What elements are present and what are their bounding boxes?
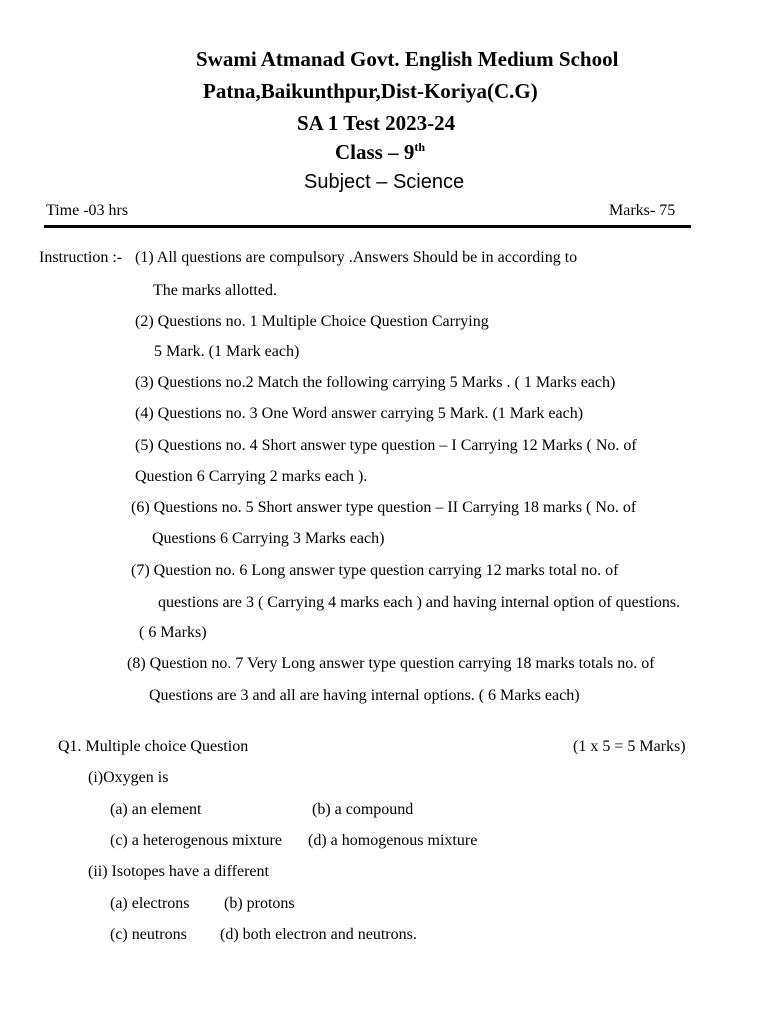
time-label: Time -03 hrs (46, 202, 129, 219)
option-c: (c) neutrons (110, 926, 187, 943)
instruction-line: ( 6 Marks) (139, 624, 207, 641)
option-a: (a) electrons (110, 895, 190, 912)
q1-marks: (1 x 5 = 5 Marks) (573, 738, 686, 755)
instruction-line: Questions 6 Carrying 3 Marks each) (152, 530, 385, 547)
subject-label: Subject – Science (304, 171, 465, 193)
class-label (335, 140, 425, 165)
instruction-line: (2) Questions no. 1 Multiple Choice Question Carrying (135, 313, 489, 330)
question-text: (i)Oxygen is (88, 769, 169, 786)
instruction-line: (4) Questions no. 3 One Word answer carrying 5 Mark. (1 Mark each) (135, 405, 584, 422)
school-address: Patna,Baikunthpur,Dist-Koriya(C.G) (203, 79, 538, 103)
q1-heading: Q1. Multiple choice Question (58, 738, 249, 755)
test-title: SA 1 Test 2023-24 (297, 111, 456, 135)
instruction-line: Questions are 3 and all are having internal options. ( 6 Marks each) (149, 687, 580, 704)
class-suffix: th (414, 140, 426, 154)
instruction-line: Question 6 Carrying 2 marks each ). (135, 468, 368, 485)
instruction-line: (6) Questions no. 5 Short answer type question – II Carrying 18 marks ( No. of (131, 499, 637, 516)
school-name: Swami Atmanad Govt. English Medium School (196, 47, 619, 71)
instruction-line: 5 Mark. (1 Mark each) (154, 343, 300, 360)
option-c: (c) a heterogenous mixture (110, 832, 282, 849)
option-d: (d) both electron and neutrons. (220, 926, 417, 943)
instruction-line: (8) Question no. 7 Very Long answer type question carrying 18 marks totals no. of (127, 655, 655, 672)
class-prefix: Class – 9 (335, 140, 415, 164)
instruction-line: (3) Questions no.2 Match the following carrying 5 Marks . ( 1 Marks each) (135, 374, 616, 391)
marks-label: Marks- 75 (609, 202, 676, 219)
instruction-line: (7) Question no. 6 Long answer type question carrying 12 marks total no. of (131, 562, 619, 579)
instruction-line: (1) All questions are compulsory .Answers Should be in according to (135, 249, 578, 266)
option-b: (b) a compound (312, 801, 414, 818)
instruction-line: The marks allotted. (153, 282, 277, 299)
instruction-line: questions are 3 ( Carrying 4 marks each ) and having internal option of questions. (158, 594, 681, 611)
instruction-label: Instruction :- (39, 249, 123, 266)
question-text: (ii) Isotopes have a different (88, 863, 269, 880)
option-d: (d) a homogenous mixture (308, 832, 478, 849)
instruction-line: (5) Questions no. 4 Short answer type question – I Carrying 12 Marks ( No. of (135, 437, 637, 454)
option-b: (b) protons (224, 895, 295, 912)
option-a: (a) an element (110, 801, 202, 818)
header-divider (44, 225, 691, 228)
